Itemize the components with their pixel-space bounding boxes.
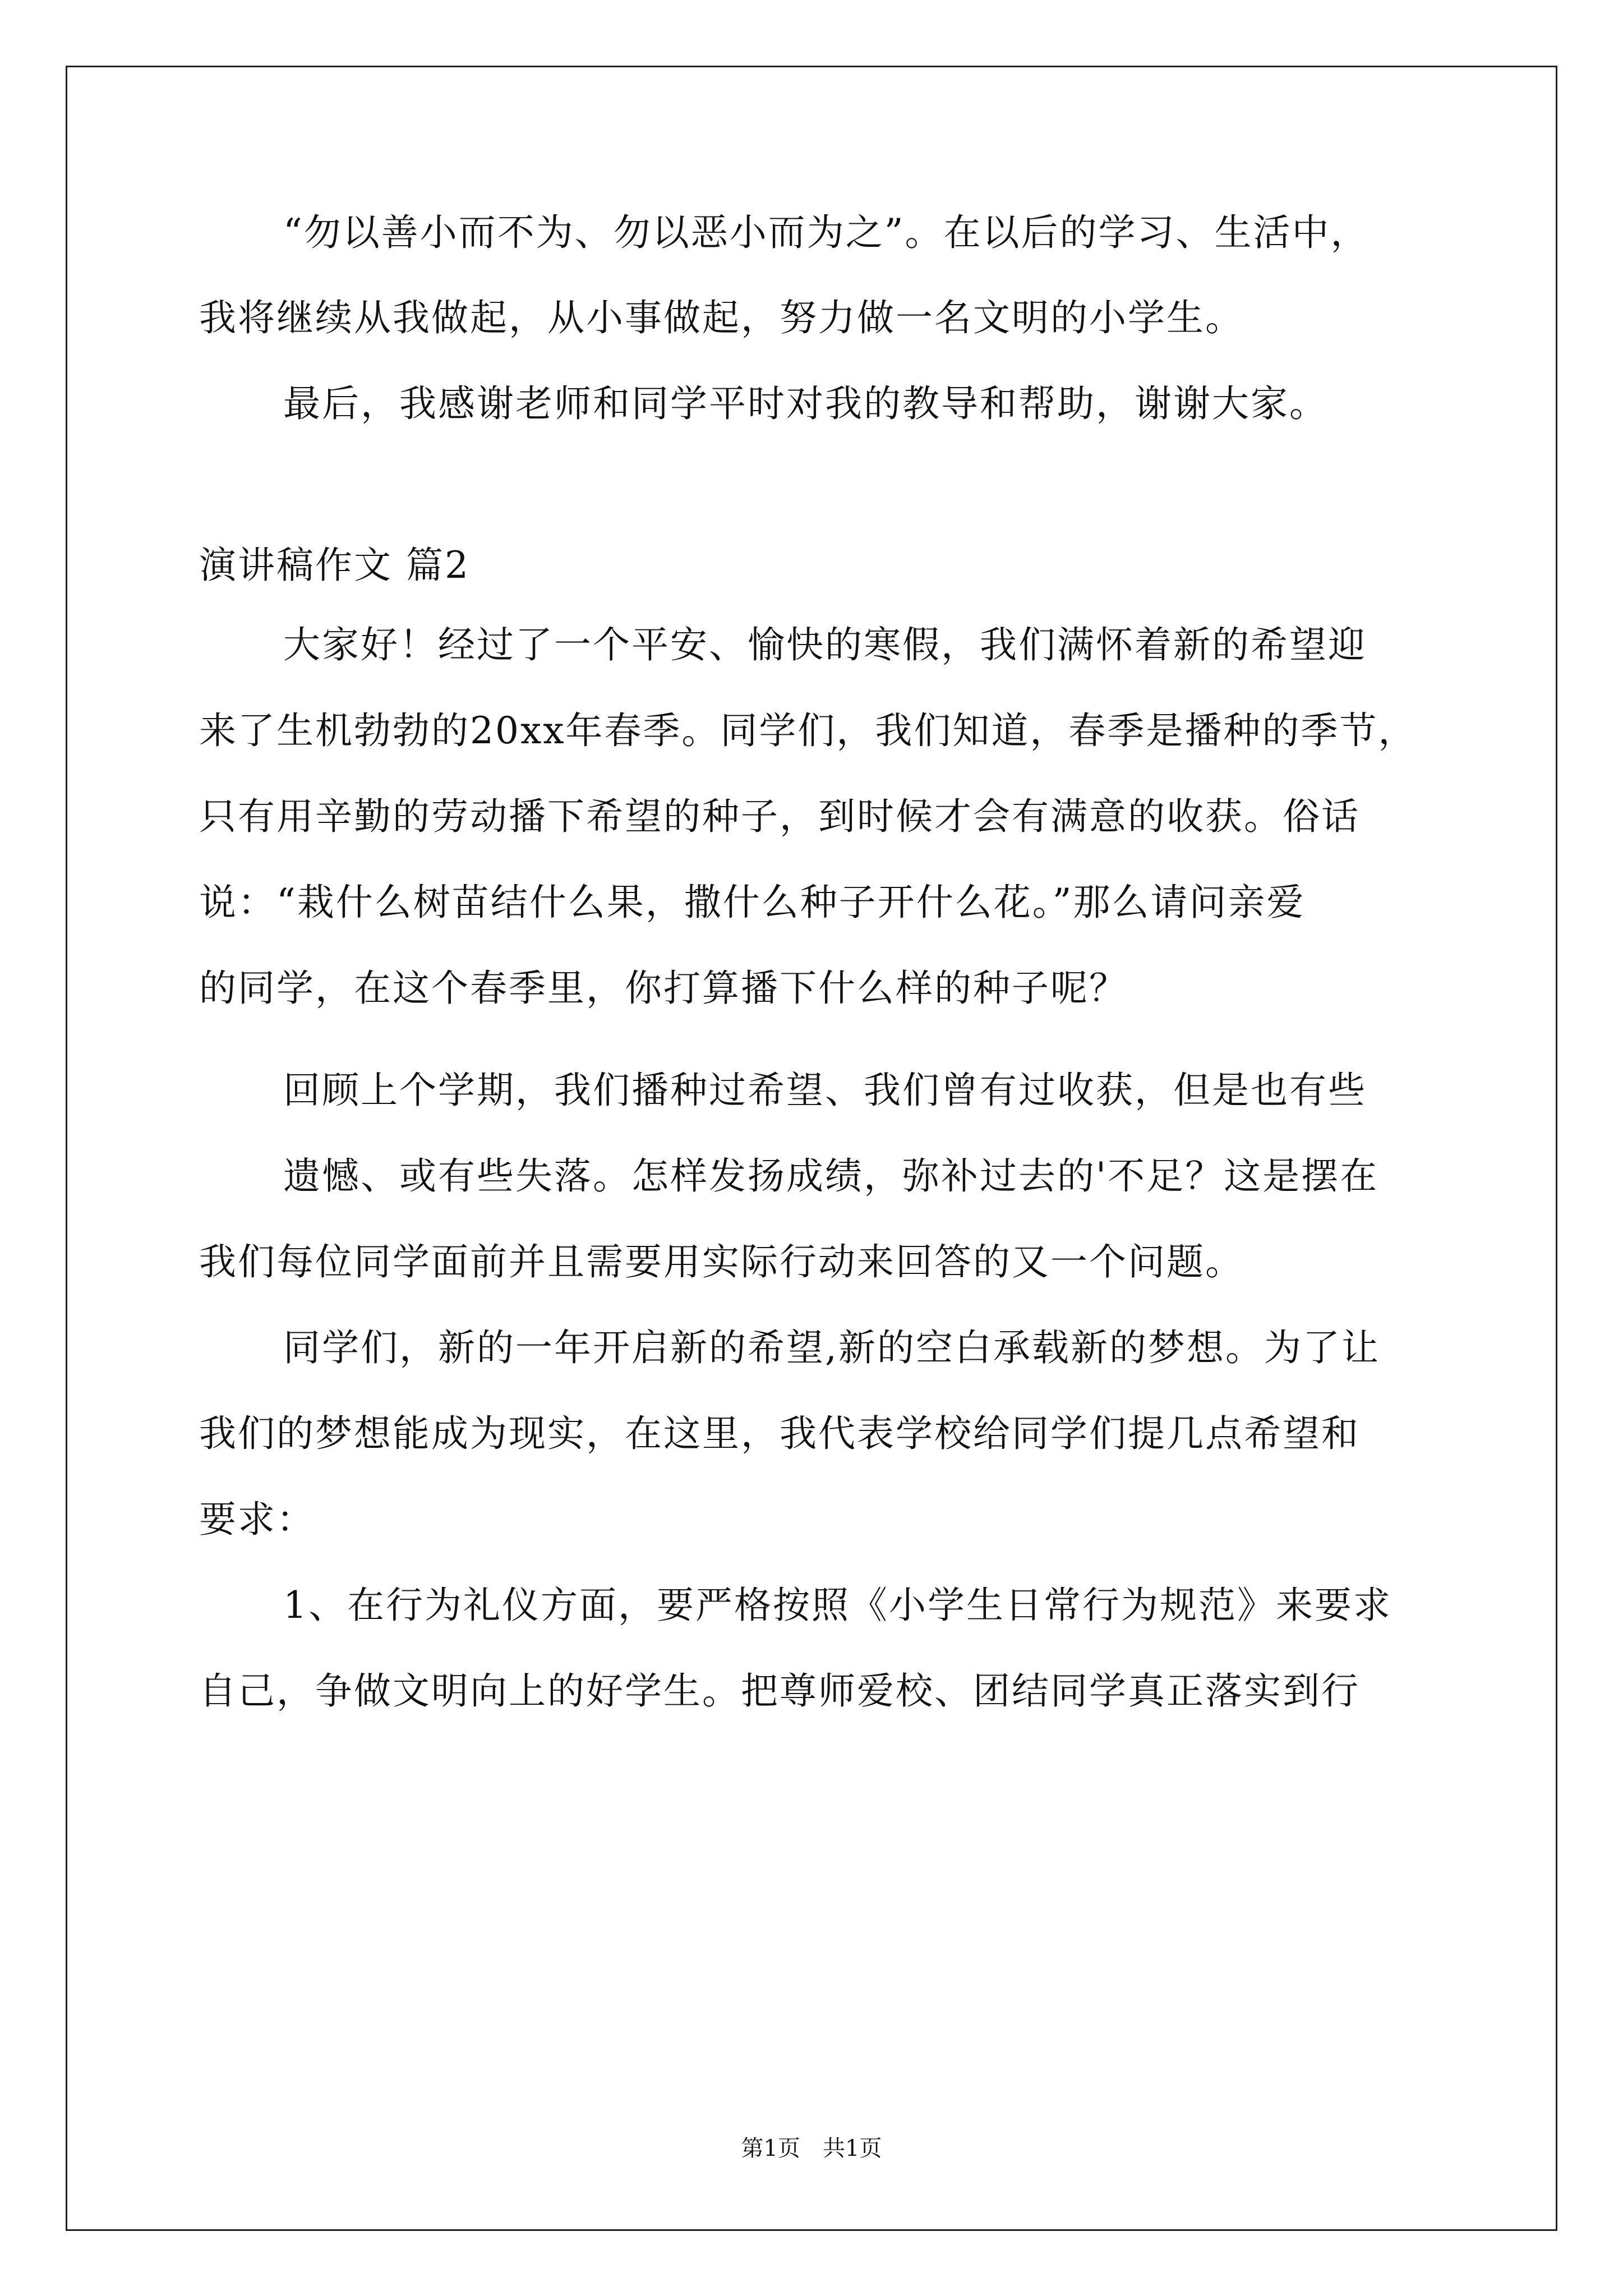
text-line: 回顾上个学期，我们播种过希望、我们曾有过收获，但是也有些 xyxy=(283,1069,1367,1112)
text-line: 自己，争做文明向上的好学生。把尊师爱校、团结同学真正落实到行 xyxy=(199,1669,1360,1713)
text-line: 来了生机勃勃的20xx年春季。同学们，我们知道，春季是播种的季节， xyxy=(199,709,1417,752)
text-line: 我们的梦想能成为现实，在这里，我代表学校给同学们提几点希望和 xyxy=(199,1412,1360,1455)
text-line: 我们每位同学面前并且需要用实际行动来回答的又一个问题。 xyxy=(199,1240,1244,1283)
text-line: 遗憾、或有些失落。怎样发扬成绩，弥补过去的'不足？这是摆在 xyxy=(283,1154,1379,1198)
text-line: 只有用辛勤的劳动播下希望的种子，到时候才会有满意的收获。俗话 xyxy=(199,795,1360,838)
text-line: 我将继续从我做起，从小事做起，努力做一名文明的小学生。 xyxy=(199,296,1244,339)
text-line: 1、在行为礼仪方面，要严格按照《小学生日常行为规范》来要求 xyxy=(283,1584,1392,1627)
text-line: 的同学，在这个春季里，你打算播下什么样的种子呢？ xyxy=(199,967,1128,1010)
text-line: 要求： xyxy=(199,1498,315,1541)
section-heading: 演讲稿作文 篇2 xyxy=(199,544,470,587)
text-line: 说：“栽什么树苗结什么果，撒什么种子开什么花。”那么请问亲爱 xyxy=(199,881,1306,924)
text-line: 同学们，新的一年开启新的希望,新的空白承载新的梦想。为了让 xyxy=(283,1326,1380,1369)
text-line: 大家好！经过了一个平安、愉快的寒假，我们满怀着新的希望迎 xyxy=(283,623,1367,666)
text-line: “勿以善小而不为、勿以恶小而为之”。在以后的学习、生活中， xyxy=(283,211,1370,254)
page-footer: 第1页 共1页 xyxy=(741,2136,882,2161)
text-line: 最后，我感谢老师和同学平时对我的教导和帮助，谢谢大家。 xyxy=(283,382,1328,425)
